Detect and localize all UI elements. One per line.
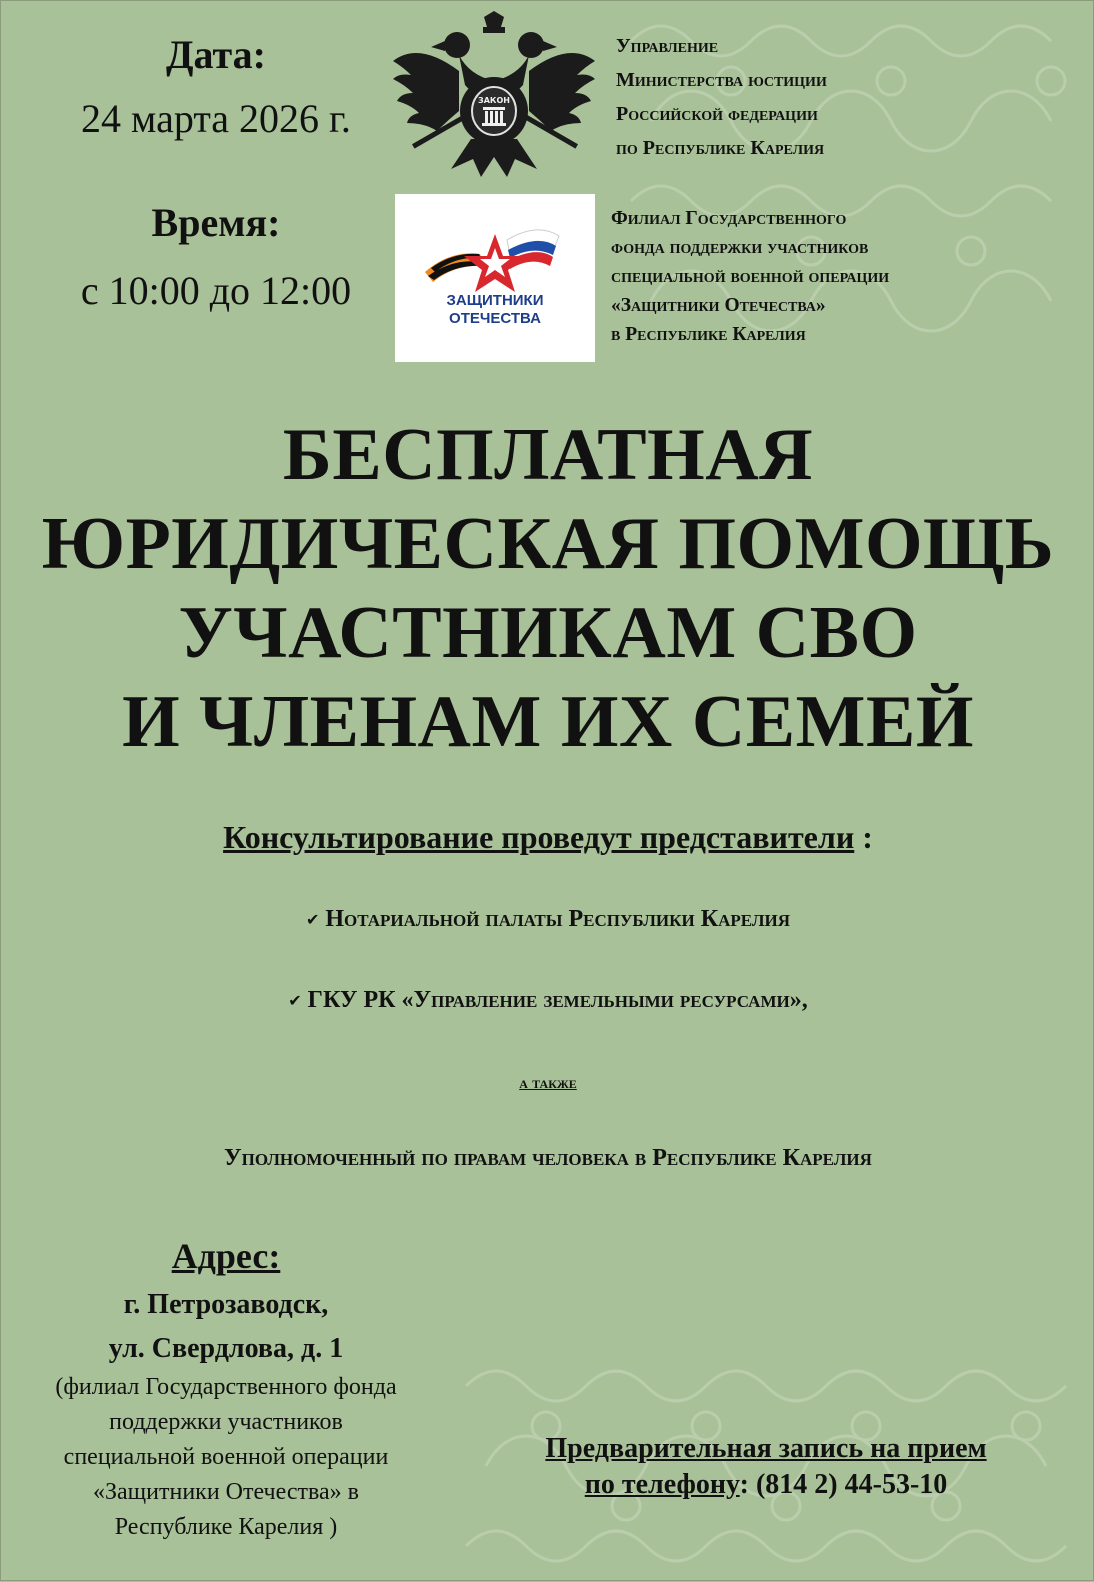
address-title: Адрес: (171, 1236, 281, 1276)
headline-line: ЮРИДИЧЕСКАЯ ПОМОЩЬ (41, 503, 1055, 585)
checkmark-icon: ✔ (288, 991, 302, 1011)
booking-phone-label: по телефону (584, 1469, 740, 1500)
address-street: ул. Свердлова, д. 1 (108, 1333, 344, 1364)
ministry-line: Управление (616, 35, 719, 57)
address-city: г. Петрозаводск, (123, 1289, 329, 1320)
date-label: Дата: (166, 32, 266, 77)
representative-item (1, 984, 1094, 1017)
date-block (41, 31, 391, 145)
address-note-line: Республике Карелия ) (114, 1514, 338, 1540)
headline-line: УЧАСТНИКАМ СВО (178, 592, 918, 674)
fund-org-text (611, 204, 1091, 349)
defenders-fund-logo (395, 194, 595, 362)
address-note-line: «Защитники Отечества» в (92, 1479, 359, 1505)
ministry-line: Российской федерации (616, 103, 818, 125)
ministry-org-text (616, 29, 1076, 165)
fund-line: «Защитники Отечества» (611, 295, 826, 316)
ombudsman-text: Уполномоченный по правам человека в Республике Карелия (224, 1145, 872, 1171)
time-label: Время: (151, 200, 281, 245)
fund-line: в Республике Карелия (611, 324, 806, 345)
representative-item (1, 903, 1094, 936)
date-value: 24 марта 2026 г. (81, 96, 351, 141)
ministry-line: Министерства юстиции (616, 69, 827, 91)
address-note-line: специальной военной операции (63, 1444, 389, 1470)
checkmark-icon: ✔ (305, 910, 320, 930)
address-block (1, 1233, 451, 1544)
fund-line: фонда поддержки участников (611, 237, 869, 258)
logo-line1: ЗАЩИТНИКИ (446, 292, 544, 309)
representative-text: ГКУ РК «Управление земельными ресурсами», (307, 987, 808, 1013)
fund-line: специальной военной операции (611, 266, 890, 287)
consult-suffix: : (854, 819, 873, 855)
also-text: а также (519, 1073, 577, 1092)
double-headed-eagle-icon (389, 11, 599, 186)
consult-heading (1, 816, 1094, 858)
logo-line2: ОТЕЧЕСТВА (449, 310, 541, 327)
booking-line1: Предварительная запись на прием (545, 1433, 987, 1464)
booking-colon: : (739, 1469, 749, 1500)
main-headline (1, 411, 1094, 767)
justice-ministry-emblem (389, 11, 599, 186)
address-note-line: (филиал Государственного фонда (55, 1374, 397, 1400)
time-block (41, 199, 391, 317)
booking-phone-number[interactable]: (814 2) 44-53-10 (755, 1469, 948, 1500)
representative-text: Нотариальной палаты Республики Карелия (325, 906, 791, 932)
fund-line: Филиал Государственного (611, 208, 847, 229)
consult-text: Консультирование проведут представители (223, 819, 855, 855)
address-note-line: поддержки участников (109, 1409, 343, 1435)
booking-block (506, 1431, 1026, 1503)
headline-line: БЕСПЛАТНАЯ (282, 414, 814, 496)
ministry-line: по Республике Карелия (616, 137, 825, 159)
headline-line: И ЧЛЕНАМ ИХ СЕМЕЙ (122, 681, 974, 763)
time-value: с 10:00 до 12:00 (80, 268, 352, 313)
emblem-inscription: ЗАКОН (478, 96, 510, 105)
